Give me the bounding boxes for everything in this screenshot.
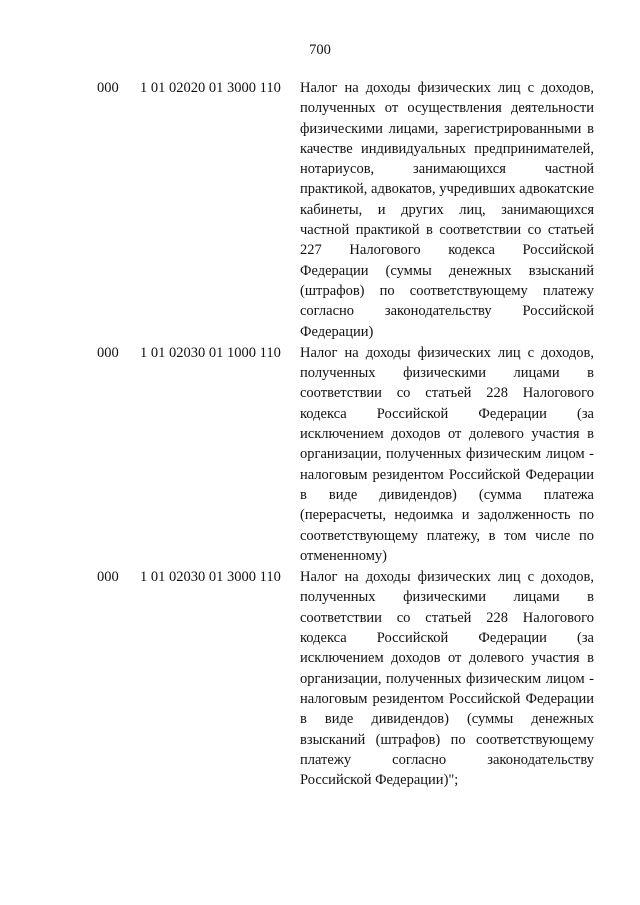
kbk-code: 1 01 02030 01 3000 110 [140,569,281,586]
page-number: 700 [309,42,331,58]
revenue-name: Налог на доходы физических лиц с доходов, полученных физическими лицами в соответствии со статьей 228 Налогового кодекса Российской Федерации (за исключением доходов от долевого участия в организации, полученных физическим лицом - налоговым резидентом Российской Федерации в виде дивидендов) (суммы денежных взысканий (штрафов) по соответствующему платежу согласно законодательству Российской Федерации)"; [300,569,594,789]
table-row [0,567,640,790]
admin-code: 000 [97,569,119,586]
kbk-code: 1 01 02020 01 3000 110 [140,80,281,96]
budget-code-table [0,78,640,791]
kbk-code: 1 01 02030 01 1000 110 [140,344,281,361]
admin-code: 000 [97,344,119,361]
revenue-name: Налог на доходы физических лиц с доходов, полученных физическими лицами в соответствии со статьей 228 Налогового кодекса Российской Федерации (за исключением доходов от долевого участия в организации, полученных физическим лицом - налоговым резидентом Российской Федерации в виде дивидендов) (сумма платежа (перерасчеты, недоимка и задолженность по соответствующему платежу, в том числе по отмененному) [300,344,594,564]
admin-code: 000 [97,80,119,96]
table-row [0,78,640,342]
table-row [0,343,640,566]
revenue-name: Налог на доходы физических лиц с доходов, полученных от осуществления деятельности физическими лицами, зарегистрированными в качестве индивидуальных предпринимателей, нотариусов, занимающихся частной практикой, адвокатов, учредивших адвокатские кабинеты, и других лиц, занимающихся частной практикой в соответствии со статьей 227 Налогового кодекса Российской Федерации (суммы денежных взысканий (штрафов) по соответствующему платежу согласно законодательству Российской Федерации) [300,80,594,340]
